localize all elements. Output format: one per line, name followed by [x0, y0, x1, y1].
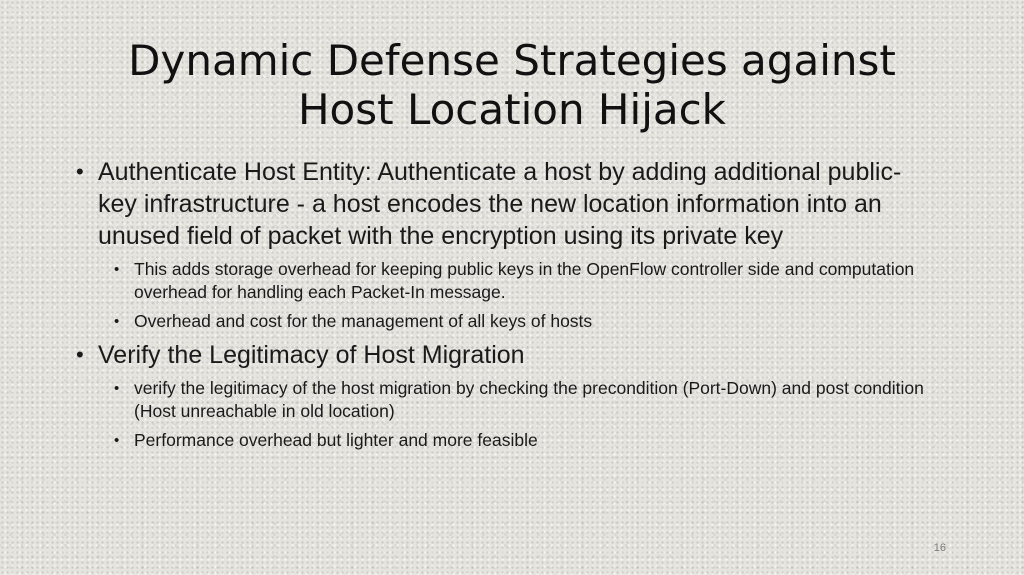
sub-bullet-dot-icon: • — [114, 261, 120, 278]
slide-title — [60, 36, 964, 134]
sub-bullet-text: Overhead and cost for the management of all keys of hosts — [134, 311, 593, 331]
sub-bullet-text: This adds storage overhead for keeping public keys in the OpenFlow controller side and computation overhead for handling each Packet-In message. — [134, 259, 915, 302]
sub-bullet-item — [114, 310, 936, 333]
sub-bullet-item — [114, 429, 936, 452]
sub-bullet-text: verify the legitimacy of the host migration by checking the precondition (Port-Down) and post condition (Host unreachable in old location) — [134, 378, 924, 421]
sub-bullet-dot-icon: • — [114, 432, 120, 449]
sub-bullet-dot-icon: • — [114, 380, 120, 397]
bullet-group-1 — [76, 156, 936, 333]
slide-body — [76, 156, 936, 458]
sub-bullet-item — [114, 258, 936, 304]
slide-title-line-1: Dynamic Defense Strategies against — [128, 36, 896, 85]
slide-title-line-2: Host Location Hijack — [297, 85, 727, 134]
bullet-text: Verify the Legitimacy of Host Migration — [98, 341, 525, 369]
bullet-dot-icon: • — [76, 342, 84, 367]
bullet-item — [76, 339, 936, 371]
bullet-group-2 — [76, 339, 936, 452]
bullet-item — [76, 156, 936, 252]
bullet-text: Authenticate Host Entity: Authenticate a host by adding additional public-key infrastructure - a host encodes the new location information into an unused field of packet with the encryption using its private key — [98, 158, 902, 250]
bullet-dot-icon: • — [76, 159, 84, 184]
page-number: 16 — [933, 542, 946, 554]
sub-bullet-dot-icon: • — [114, 313, 120, 330]
sub-bullet-text: Performance overhead but lighter and more feasible — [134, 430, 538, 450]
sub-bullet-item — [114, 377, 936, 423]
